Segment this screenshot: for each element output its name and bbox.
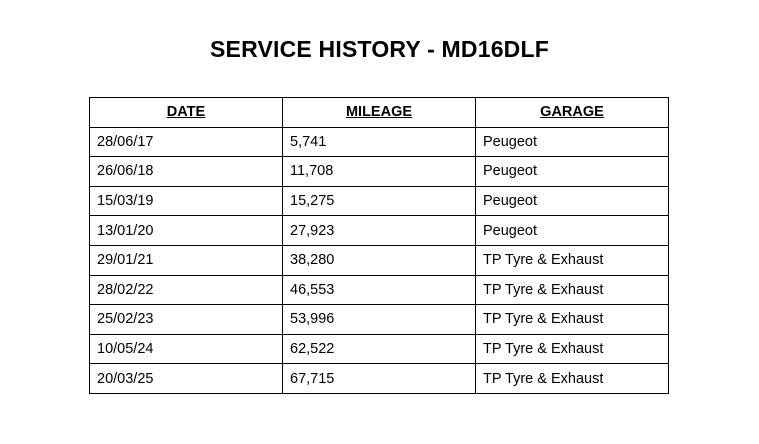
- mileage-cell: 38,280: [283, 245, 476, 275]
- service-history-table: [89, 97, 669, 394]
- mileage-cell: 15,275: [283, 186, 476, 216]
- table-header-row: [90, 98, 669, 128]
- table-row: [90, 186, 669, 216]
- date-cell: 10/05/24: [90, 334, 283, 364]
- mileage-cell: 11,708: [283, 157, 476, 187]
- table-row: [90, 157, 669, 187]
- date-cell: 13/01/20: [90, 216, 283, 246]
- mileage-cell: 62,522: [283, 334, 476, 364]
- column-header-date: DATE: [90, 98, 283, 128]
- mileage-cell: 5,741: [283, 127, 476, 157]
- table-row: [90, 275, 669, 305]
- page-title: SERVICE HISTORY - MD16DLF: [210, 36, 549, 62]
- mileage-cell: 27,923: [283, 216, 476, 246]
- garage-cell: TP Tyre & Exhaust: [476, 245, 669, 275]
- garage-cell: Peugeot: [476, 216, 669, 246]
- column-header-mileage: MILEAGE: [283, 98, 476, 128]
- date-cell: 28/02/22: [90, 275, 283, 305]
- date-cell: 26/06/18: [90, 157, 283, 187]
- table-row: [90, 216, 669, 246]
- garage-cell: TP Tyre & Exhaust: [476, 275, 669, 305]
- date-cell: 15/03/19: [90, 186, 283, 216]
- table-row: [90, 245, 669, 275]
- garage-cell: Peugeot: [476, 186, 669, 216]
- garage-cell: Peugeot: [476, 157, 669, 187]
- date-cell: 28/06/17: [90, 127, 283, 157]
- table-row: [90, 364, 669, 394]
- garage-cell: Peugeot: [476, 127, 669, 157]
- date-cell: 20/03/25: [90, 364, 283, 394]
- garage-cell: TP Tyre & Exhaust: [476, 364, 669, 394]
- date-cell: 25/02/23: [90, 305, 283, 335]
- column-header-garage: GARAGE: [476, 98, 669, 128]
- date-cell: 29/01/21: [90, 245, 283, 275]
- garage-cell: TP Tyre & Exhaust: [476, 334, 669, 364]
- table-row: [90, 334, 669, 364]
- garage-cell: TP Tyre & Exhaust: [476, 305, 669, 335]
- mileage-cell: 67,715: [283, 364, 476, 394]
- table-row: [90, 305, 669, 335]
- mileage-cell: 53,996: [283, 305, 476, 335]
- mileage-cell: 46,553: [283, 275, 476, 305]
- table-row: [90, 127, 669, 157]
